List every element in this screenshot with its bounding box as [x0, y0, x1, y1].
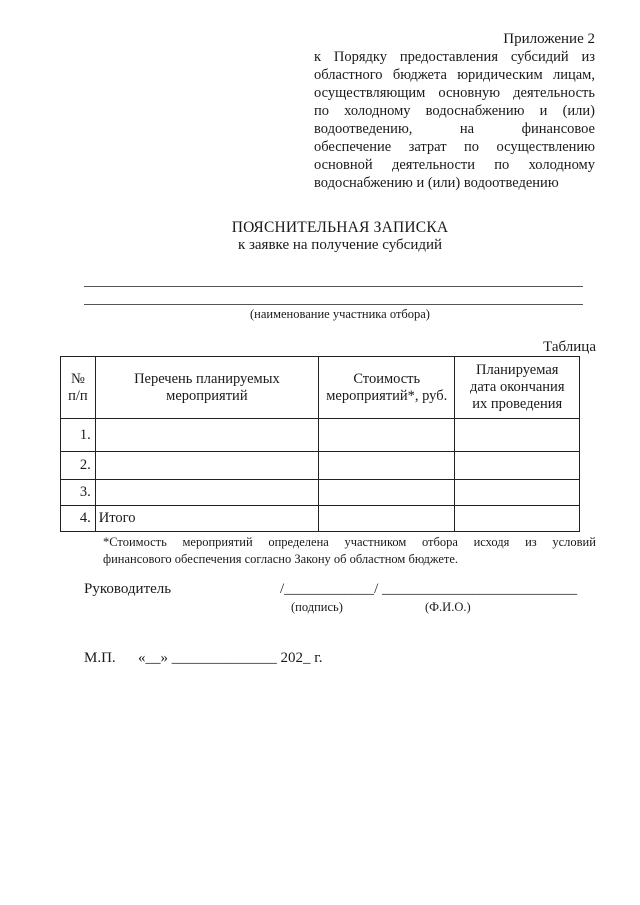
appendix-word: Порядку	[333, 49, 387, 65]
appendix-word: деятельности	[391, 157, 475, 173]
row-cost	[319, 452, 455, 480]
appendix-word: осуществлению	[496, 139, 595, 155]
appendix-word: по	[314, 103, 330, 119]
header-num: № п/п	[61, 357, 96, 419]
measures-table	[60, 356, 580, 532]
appendix-word: водоснабжению и (или) водоотведению	[314, 175, 559, 191]
row-cost	[319, 419, 455, 452]
footnote-word: мероприятий	[182, 535, 253, 549]
appendix-word: по	[494, 157, 510, 173]
footnote-word: из	[525, 535, 537, 549]
appendix-word: предоставления	[399, 49, 498, 65]
appendix-word: финансовое	[521, 121, 595, 137]
row-number: 4.	[61, 506, 96, 532]
footnote-word: исходя	[473, 535, 510, 549]
row-date	[455, 506, 580, 532]
header-date: Планируемая дата окончания их проведения	[455, 357, 580, 419]
footnote-line-2: финансового обеспечения согласно Закону об областном бюджете.	[103, 552, 459, 566]
table-row	[61, 419, 580, 452]
table-row	[61, 452, 580, 480]
participant-name-line-1	[84, 286, 583, 287]
appendix-word: областного	[314, 67, 383, 83]
footnote-word: *Стоимость	[103, 535, 167, 549]
footnote-word: условий	[552, 535, 596, 549]
name-caption: (Ф.И.О.)	[425, 600, 471, 614]
seal-mark: М.П.	[84, 650, 116, 666]
row-measure	[95, 452, 318, 480]
row-total-label: Итого	[95, 506, 318, 532]
row-measure	[95, 480, 318, 506]
appendix-word: водоснабжению	[425, 103, 525, 119]
row-measure	[95, 419, 318, 452]
participant-name-caption: (наименование участника отбора)	[250, 307, 430, 321]
appendix-word: основную	[438, 85, 501, 101]
appendix-line	[314, 102, 595, 120]
appendix-word: деятельность	[513, 85, 595, 101]
appendix-word: и	[539, 103, 548, 119]
appendix-line	[314, 84, 595, 102]
appendix-line	[314, 66, 595, 84]
appendix-word: затрат	[408, 139, 447, 155]
row-number: 3.	[61, 480, 96, 506]
footnote-line-1	[103, 534, 596, 551]
appendix-line	[314, 120, 595, 138]
appendix-title: Приложение 2	[503, 31, 595, 47]
appendix-word: бюджета	[392, 67, 447, 83]
appendix-word: основной	[314, 157, 373, 173]
header-list: Перечень планируемых мероприятий	[95, 357, 318, 419]
date-line: «__» ______________ 202_ г.	[138, 650, 323, 666]
row-number: 2.	[61, 452, 96, 480]
appendix-line	[314, 48, 595, 66]
appendix-word: на	[459, 121, 475, 137]
appendix-word: юридическим	[457, 67, 543, 83]
footnote-word: участником	[344, 535, 407, 549]
appendix-word: субсидий	[510, 49, 569, 65]
footnote-word: отбора	[421, 535, 458, 549]
signature-line: /____________/ __________________________	[280, 581, 578, 597]
row-date	[455, 419, 580, 452]
appendix-word: к	[314, 49, 322, 65]
document-subtitle: к заявке на получение субсидий	[237, 237, 443, 253]
table-label: Таблица	[543, 339, 596, 355]
cost-footnote	[103, 534, 596, 568]
header-cost: Стоимость мероприятий*, руб.	[319, 357, 455, 419]
footnote-word: определена	[268, 535, 329, 549]
signature-caption: (подпись)	[291, 600, 343, 614]
appendix-line	[314, 174, 595, 192]
appendix-word: холодному	[528, 157, 595, 173]
row-date	[455, 452, 580, 480]
table-header-row	[61, 357, 580, 419]
signature-label: Руководитель	[84, 581, 172, 597]
appendix-word: из	[581, 49, 595, 65]
appendix-word: по	[464, 139, 480, 155]
appendix-word: (или)	[562, 103, 595, 119]
appendix-word: обеспечение	[314, 139, 392, 155]
appendix-line	[314, 156, 595, 174]
appendix-line	[314, 138, 595, 156]
appendix-word: водоотведению,	[314, 121, 413, 137]
participant-name-line-2	[84, 304, 583, 305]
table-total-row	[61, 506, 580, 532]
appendix-word: холодному	[344, 103, 411, 119]
document-title: ПОЯСНИТЕЛЬНАЯ ЗАПИСКА	[231, 219, 449, 236]
appendix-word: осуществляющим	[314, 85, 426, 101]
row-cost	[319, 480, 455, 506]
row-date	[455, 480, 580, 506]
row-cost	[319, 506, 455, 532]
appendix-word: лицам,	[552, 67, 595, 83]
table-row	[61, 480, 580, 506]
row-number: 1.	[61, 419, 96, 452]
